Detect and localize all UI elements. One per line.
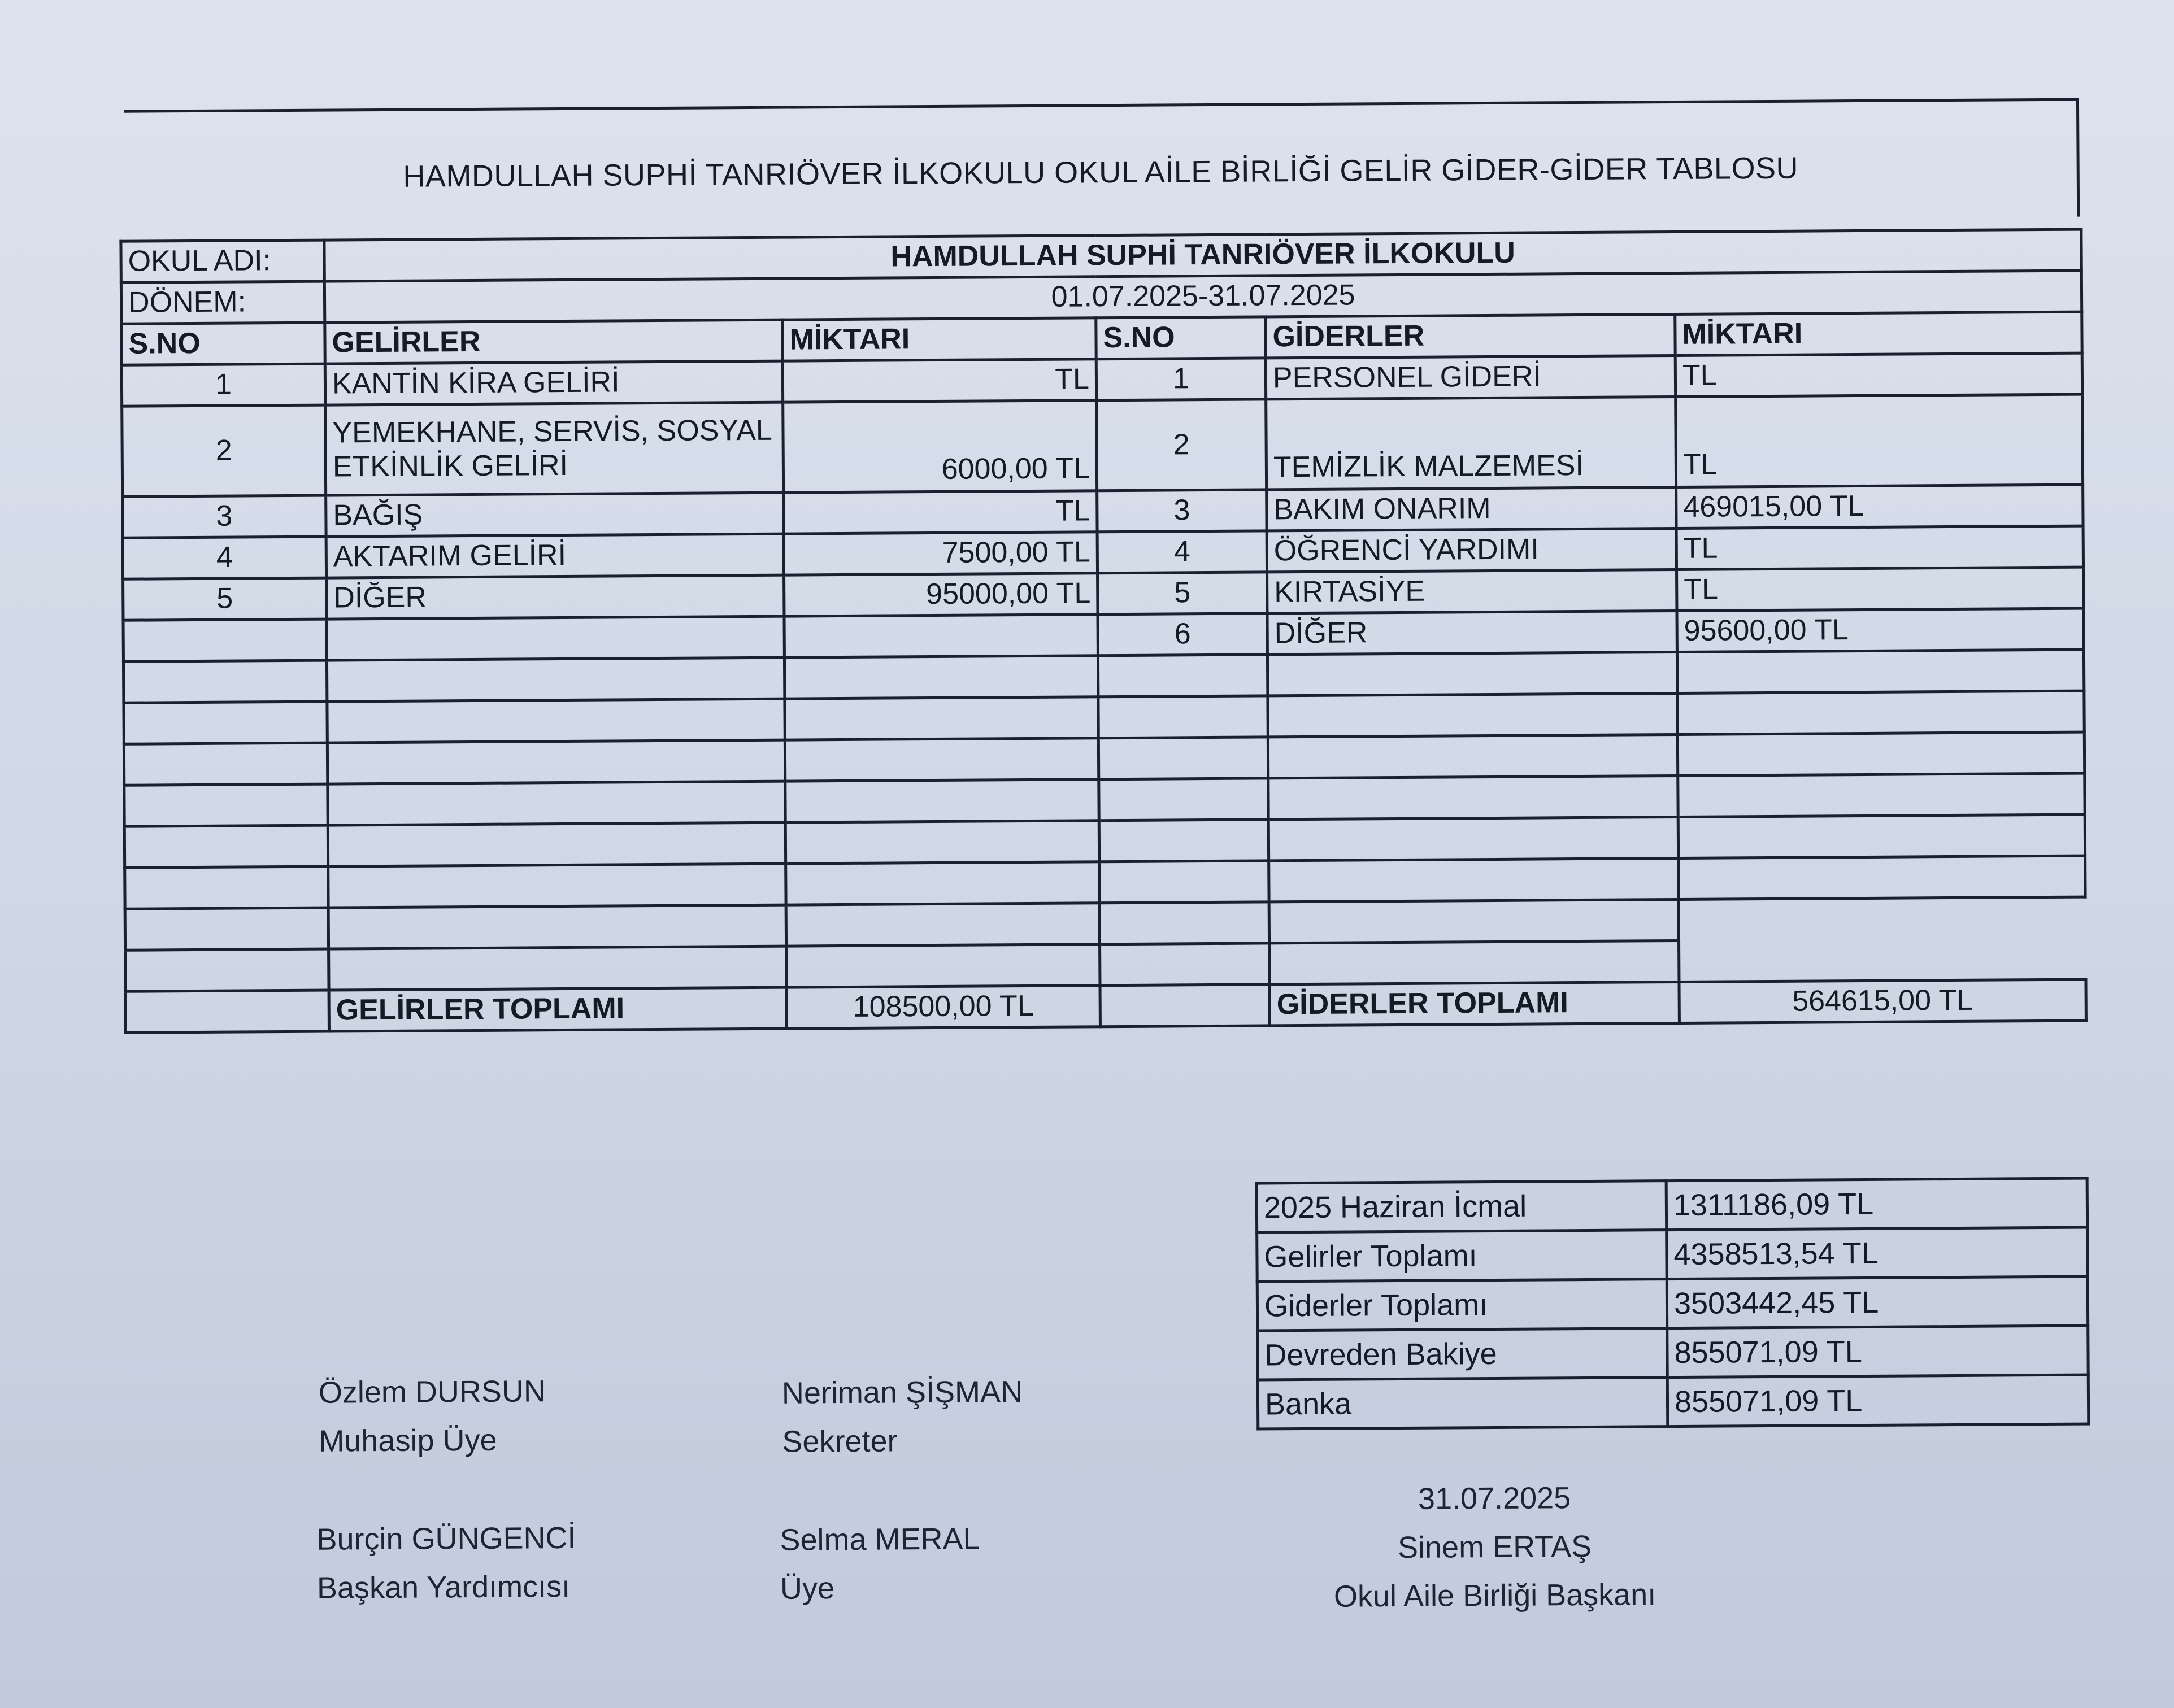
signature-baskan-yardimcisi: [316, 1514, 576, 1613]
income-expense-table: [119, 228, 2088, 1034]
empty-cell: [327, 616, 784, 660]
title-box: [124, 98, 2080, 229]
expense-amount: TL: [1676, 394, 2083, 487]
signature-muhasip: [319, 1367, 546, 1465]
expense-name: TEMİZLİK MALZEMESİ: [1266, 396, 1676, 489]
income-amount: TL: [782, 359, 1096, 402]
summary-label: Devreden Bakiye: [1258, 1328, 1668, 1380]
empty-cell: [1100, 984, 1269, 1027]
summary-row: [1257, 1227, 2088, 1282]
summary-value: 4358513,54 TL: [1667, 1227, 2088, 1279]
income-name: YEMEKHANE, SERVİS, SOSYAL ETKİNLİK GELİRİ: [325, 402, 784, 495]
expense-no: 2: [1097, 399, 1267, 491]
income-no: 2: [122, 405, 326, 496]
signature-uye: [780, 1515, 980, 1613]
expense-name: DİĞER: [1267, 611, 1677, 654]
summary-row: [1257, 1276, 2088, 1331]
expense-amount: TL: [1676, 526, 2083, 569]
summary-row: [1258, 1326, 2089, 1380]
summary-label: 2025 Haziran İcmal: [1256, 1181, 1667, 1232]
col-sno-expense: S.NO: [1096, 317, 1266, 359]
summary-value: 1311186,09 TL: [1666, 1178, 2088, 1230]
expense-name: BAKIM ONARIM: [1267, 487, 1676, 530]
income-name: KANTİN KİRA GELİRİ: [325, 361, 782, 405]
summary-row: [1256, 1178, 2088, 1232]
income-amount: 7500,00 TL: [784, 532, 1097, 575]
summary-row: [1258, 1375, 2089, 1429]
expense-no: 4: [1097, 531, 1267, 573]
income-total-value: 108500,00 TL: [786, 986, 1100, 1029]
signature-date: 31.07.2025: [1418, 1481, 1571, 1516]
income-no: 5: [123, 578, 327, 620]
summary-value: 855071,09 TL: [1667, 1326, 2089, 1378]
col-income-amount: MİKTARI: [782, 318, 1096, 361]
signer-name: Burçin GÜNGENCİ: [316, 1520, 576, 1557]
summary-value: 3503442,45 TL: [1667, 1276, 2088, 1328]
signature-president: [1240, 1472, 1750, 1621]
expense-total-value: 564615,00 TL: [1679, 979, 2086, 1023]
signature-sekreter: [782, 1367, 1023, 1466]
expense-amount: TL: [1675, 353, 2082, 396]
school-label: OKUL ADI:: [121, 240, 324, 282]
signer-name: Neriman ŞİŞMAN: [781, 1375, 1023, 1410]
expense-name: KIRTASİYE: [1267, 569, 1677, 613]
summary-label: Gelirler Toplamı: [1257, 1230, 1667, 1282]
income-amount: 6000,00 TL: [783, 400, 1097, 493]
empty-cell: [125, 990, 329, 1032]
signer-role: Üye: [780, 1571, 835, 1606]
period-value: 01.07.2025-31.07.2025: [324, 271, 2081, 323]
income-amount: TL: [784, 491, 1097, 534]
signer-role: Sekreter: [782, 1424, 898, 1459]
signer-name: Özlem DURSUN: [318, 1374, 546, 1410]
col-expense: GİDERLER: [1266, 314, 1675, 358]
income-no: 3: [123, 495, 326, 538]
school-name: HAMDULLAH SUPHİ TANRIÖVER İLKOKULU: [324, 229, 2081, 281]
empty-cell: [784, 615, 1098, 657]
income-no: 1: [121, 364, 325, 406]
table-row: [122, 394, 2083, 496]
expense-amount: 95600,00 TL: [1677, 608, 2084, 652]
signer-role: Muhasip Üye: [319, 1423, 497, 1458]
expense-name: PERSONEL GİDERİ: [1266, 355, 1675, 399]
signer-role: Okul Aile Birliği Başkanı: [1333, 1578, 1656, 1614]
signer-name: Sinem ERTAŞ: [1397, 1529, 1592, 1565]
income-no: 4: [123, 537, 326, 579]
col-sno-income: S.NO: [121, 323, 325, 365]
expense-amount: 469015,00 TL: [1676, 485, 2083, 528]
income-amount: 95000,00 TL: [784, 573, 1098, 616]
income-name: DİĞER: [327, 575, 784, 619]
summary-label: Giderler Toplamı: [1257, 1279, 1667, 1331]
income-name: BAĞIŞ: [326, 493, 784, 537]
expense-total-label: GİDERLER TOPLAMI: [1269, 982, 1679, 1025]
expense-no: 6: [1098, 613, 1267, 656]
document-sheet: [102, 98, 2100, 1668]
summary-value: 855071,09 TL: [1667, 1375, 2089, 1427]
expense-amount: TL: [1677, 567, 2084, 611]
summary-label: Banka: [1258, 1378, 1668, 1429]
expense-no: 3: [1097, 490, 1267, 532]
expense-no: 1: [1096, 358, 1266, 400]
expense-name: ÖĞRENCİ YARDIMI: [1267, 528, 1676, 572]
summary-table: [1255, 1177, 2090, 1431]
document-title: HAMDULLAH SUPHİ TANRIÖVER İLKOKULU OKUL AİLE BİRLİĞİ GELİR GİDER-GİDER TABLOSU: [403, 151, 1799, 194]
income-total-label: GELİRLER TOPLAMI: [329, 987, 786, 1031]
income-name: AKTARIM GELİRİ: [326, 534, 784, 578]
empty-cell: [123, 619, 327, 661]
signer-role: Başkan Yardımcısı: [316, 1569, 571, 1605]
signer-name: Selma MERAL: [780, 1522, 980, 1557]
col-expense-amount: MİKTARI: [1675, 312, 2082, 355]
col-income: GELİRLER: [325, 320, 782, 364]
expense-no: 5: [1098, 572, 1267, 615]
period-label: DÖNEM:: [121, 281, 324, 324]
